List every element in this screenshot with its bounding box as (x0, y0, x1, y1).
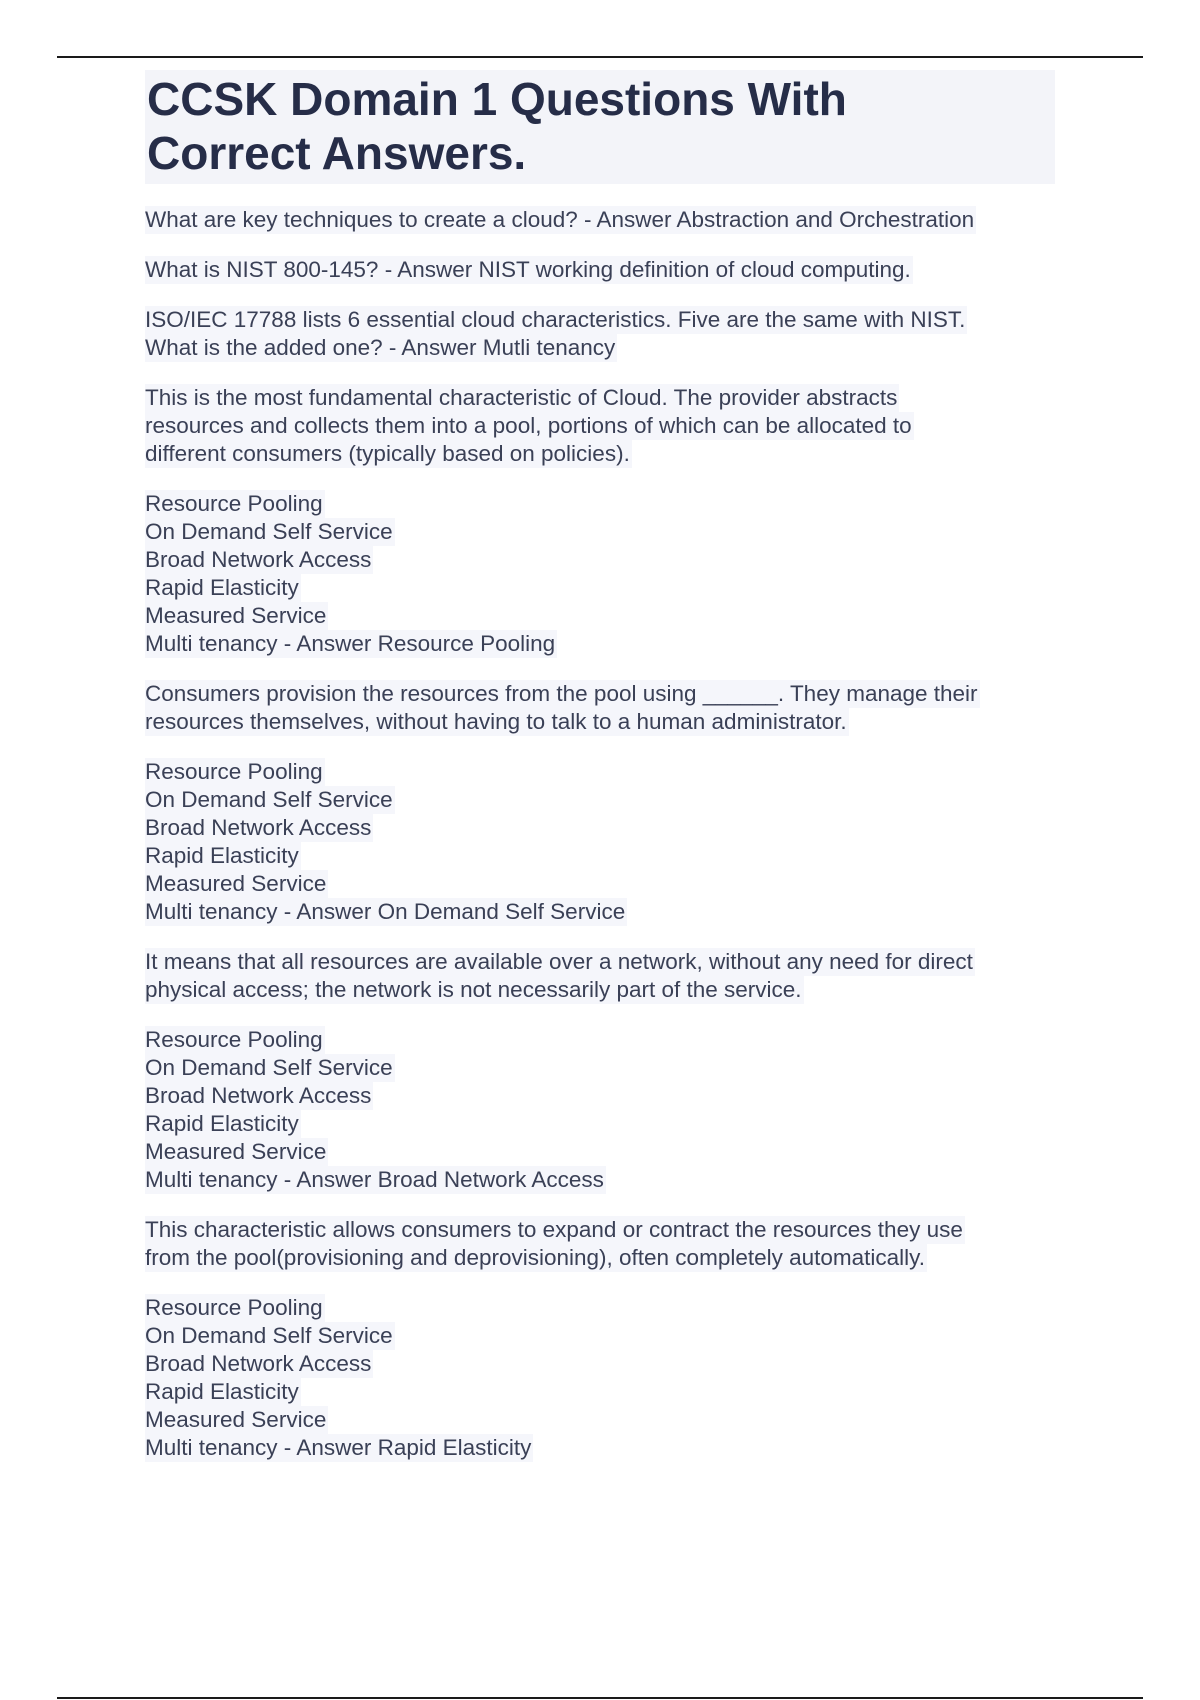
option-answer: Multi tenancy - Answer Resource Pooling (145, 631, 556, 656)
question-4-line-2: resources and collects them into a pool, portions of which can be allocated to (145, 413, 912, 438)
question-7-line-1: This characteristic allows consumers to expand or contract the resources they use (145, 1217, 963, 1242)
document-body (145, 70, 1055, 1484)
option-item: On Demand Self Service (145, 1323, 393, 1348)
question-4-line-1: This is the most fundamental characteristic of Cloud. The provider abstracts (145, 385, 898, 410)
option-item: Measured Service (145, 1139, 327, 1164)
top-divider (57, 56, 1143, 58)
option-item: Resource Pooling (145, 759, 323, 784)
option-item: Rapid Elasticity (145, 843, 299, 868)
question-7-options (145, 1294, 1055, 1462)
option-item: Resource Pooling (145, 1295, 323, 1320)
question-3 (145, 306, 1055, 362)
question-5 (145, 680, 1055, 736)
option-item: On Demand Self Service (145, 787, 393, 812)
question-6-line-1: It means that all resources are available over a network, without any need for direct (145, 949, 973, 974)
question-2 (145, 256, 1055, 284)
option-item: Rapid Elasticity (145, 1111, 299, 1136)
question-4 (145, 384, 1055, 468)
option-item: Resource Pooling (145, 1027, 323, 1052)
option-answer: Multi tenancy - Answer Broad Network Access (145, 1167, 604, 1192)
question-2-text: What is NIST 800-145? - Answer NIST working definition of cloud computing. (145, 257, 911, 282)
option-item: Rapid Elasticity (145, 575, 299, 600)
question-6-line-2: physical access; the network is not necessarily part of the service. (145, 977, 802, 1002)
option-item: Broad Network Access (145, 1351, 372, 1376)
question-6 (145, 948, 1055, 1004)
title-line-2: Correct Answers. (147, 127, 527, 179)
option-item: Broad Network Access (145, 1083, 372, 1108)
option-item: Measured Service (145, 871, 327, 896)
question-5-options (145, 758, 1055, 926)
question-4-options (145, 490, 1055, 658)
question-3-line-2: What is the added one? - Answer Mutli tenancy (145, 335, 616, 360)
option-item: On Demand Self Service (145, 519, 393, 544)
document-title (145, 70, 1055, 184)
option-answer: Multi tenancy - Answer Rapid Elasticity (145, 1435, 532, 1460)
option-item: Broad Network Access (145, 547, 372, 572)
question-5-line-2: resources themselves, without having to talk to a human administrator. (145, 709, 847, 734)
option-item: On Demand Self Service (145, 1055, 393, 1080)
question-7-line-2: from the pool(provisioning and deprovisioning), often completely automatically. (145, 1245, 925, 1270)
bottom-divider (57, 1697, 1143, 1699)
question-6-options (145, 1026, 1055, 1194)
option-item: Rapid Elasticity (145, 1379, 299, 1404)
question-1-text: What are key techniques to create a cloud? - Answer Abstraction and Orchestration (145, 207, 975, 232)
question-3-line-1: ISO/IEC 17788 lists 6 essential cloud characteristics. Five are the same with NIST. (145, 307, 966, 332)
option-item: Broad Network Access (145, 815, 372, 840)
option-item: Measured Service (145, 603, 327, 628)
title-line-1: CCSK Domain 1 Questions With (147, 73, 847, 125)
question-4-line-3: different consumers (typically based on policies). (145, 441, 630, 466)
question-1 (145, 206, 1055, 234)
option-answer: Multi tenancy - Answer On Demand Self Service (145, 899, 626, 924)
question-5-line-1: Consumers provision the resources from the pool using ______. They manage their (145, 681, 978, 706)
option-item: Measured Service (145, 1407, 327, 1432)
option-item: Resource Pooling (145, 491, 323, 516)
question-7 (145, 1216, 1055, 1272)
